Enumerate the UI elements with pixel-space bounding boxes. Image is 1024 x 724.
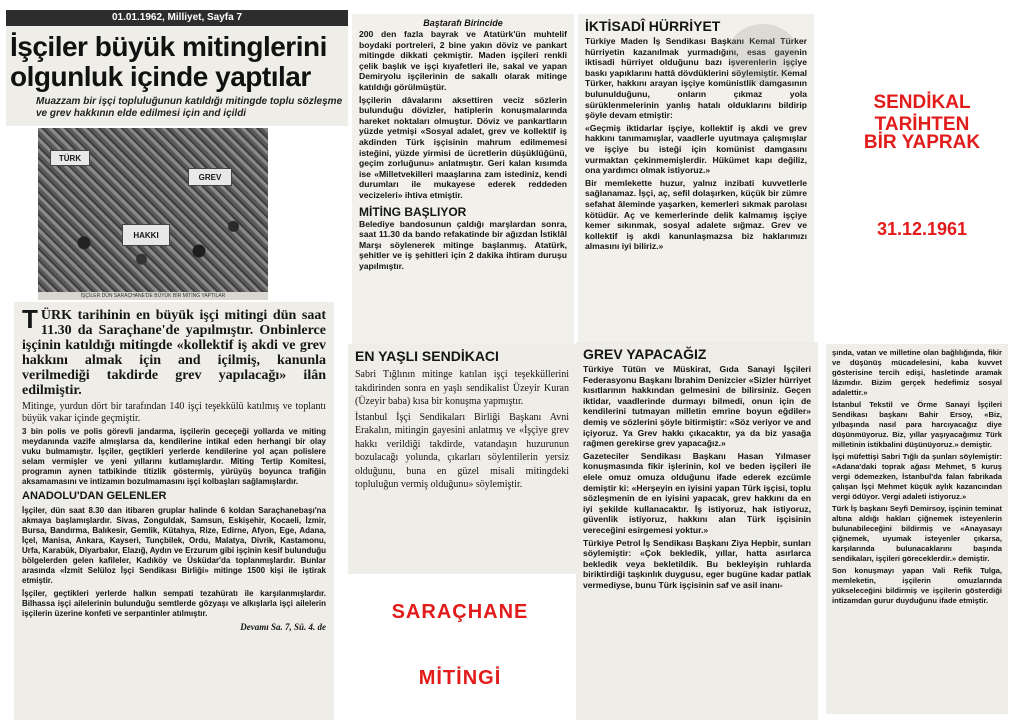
article-paragraph: Sabri Tığlının mitinge katılan işçi teşekküllerini takdirinden sonra en yaşlı sendikalist Üzeyir Kuran (Üzeyir baba) kısa bir konuşma yapmıştır.	[355, 369, 569, 407]
protest-sign: TÜRK	[50, 150, 90, 166]
article-paragraph: Bir memlekette huzur, yalnız inzibati kuvvetlerle sağlanamaz. İşçi, aç, sefil dolaşırken, küçük bir zümre sefahat âleminde yaşarken, kemerleri sıkmak parolası kötüdür. Aç ve kemerlerinde delik kalmamış işçiye kemer sıkınmak, sosyal adalete sığmaz. Grev ve kollektif iş akdi kanunlaşmazsa biz haklarımızı almasını iyi biliriz.»	[585, 177, 807, 252]
article-paragraph: Gazeteciler Sendikası Başkanı Hasan Yılmaser konuşmasında fikir işlerinin, kol ve beden işçileri ile elele omuz omuza olduğunu ifade ederek ezcümle demiştir ki: «Herşeyin en iyisini yapan Türk işçisi, toplu sözleşmenin de en iyisini yapacak, grev hakkını da en iyi şekilde kullanacaktır. İş istiyoruz, hak istiyoruz, güvenlik istiyoruz, hakkını alan Türk işçisinin vereceğini esirgemesi yoktur.»	[583, 450, 811, 535]
story-lead	[22, 304, 326, 398]
article-paragraph: İstanbul Tekstil ve Örme Sanayi İşçileri Sendikası başkanı Bahir Ersoy, «Biz, yılbaşında nasıl para harcıyacağız diye düşünmüyoruz. Biz, yıllar yaşıyacağımız Türk milletinin istikbalini düşünüyoruz.» demiştir.	[832, 400, 1002, 449]
section-heading: EN YAŞLI SENDİKACI	[355, 348, 499, 364]
protest-sign: HAKKI	[122, 224, 170, 246]
strike-clipping	[576, 342, 818, 720]
section-heading: İKTİSADÎ HÜRRİYET	[585, 18, 721, 34]
protest-sign: GREV	[188, 168, 232, 186]
main-story-clipping	[14, 302, 334, 720]
speeches-clipping	[826, 344, 1008, 714]
article-paragraph: 200 den fazla bayrak ve Atatürk'ün muhtelif boydaki portreleri, 2 bine yakın döviz ve pankart mitingde dikkati çekmiştir. Maden işçileri renkli çelik başlık ve işçi kıyafetleri ile, sakal ve yapan Demiryolu işçilerinin de sakallı olarak mitinge katıldığı görülmüştür.	[359, 29, 567, 92]
dateline: 01.01.1962, Milliyet, Sayfa 7	[6, 10, 348, 26]
article-paragraph: Türkiye Petrol İş Sendikası Başkanı Ziya Hepbir, sunları söylemiştir: «Çok bekledik, yıllar, hatta asırlarca bekledik veya bekletildik. Bu bekleyişin ruhlarda biriktirdiği taşkınlık duygusu, eger bugüne kadar patlak vermediyse, bunu Türk işçisinin saf ve asil inanı-	[583, 537, 811, 590]
story-lead-text: ÜRK tarihinin en büyük işçi mitingi dün saat 11.30 da Saraçhane'de yapılmıştır. Onbinlerce işçinin katıldığı mitingde «kollektif iş akdi ve grev hakkını almak için and içilmiş, kanunla verilmediği takdirde grev yapılacağı» ilân edilmiştir.	[22, 308, 326, 398]
article-paragraph: Türkiye Maden İş Sendikası Başkanı Kemal Türker hürriyetin kazanılmak yurmadığını, esas gayenin iktisadi hürriyet olduğunu bazı işverenlerin işçiye baskı yapıklarını hattâ dövdüklerini söylemiştir. Kemal Türker, hakkını arayan işçiye komünistlik damgasının bulunulduğunu, onların çıkmaz yola sürüklenmelerinin yanlış hatalı olduklarını bildirip şöyle devam etmiştir:	[585, 36, 807, 121]
article-paragraph: Türkiye Tütün ve Müskirat, Gıda Sanayi İşçileri Federasyonu Başkanı İbrahim Denizcier «Sizler hürriyet kısıtlarının hakkından gelmesini de bilirsiniz. Geçen iktidar, vaadlerinde durmayı bilmedi, onun için de kendilerini tutmayan milletin emrine boyun eğdiler» demiş ve sözlerini şöyle bitirmiştir: «Söz veriyor ve and içiyoruz. Ya Grev hakkı çıkacaktır, ya da biz yasağa rağmen gerekirse grev yapacağız.»	[583, 364, 811, 449]
photo-caption: İŞÇİLER DÜN SARAÇHANE'DE BÜYÜK BİR MİTİNG YAPTILAR	[38, 292, 268, 300]
story-paragraph: 3 bin polis ve polis görevli jandarma, işçilerin geceçeği yollarda ve miting meydanında vazife almışlarsa da, kendilerine intikal eden herhangi bir olay vuku bulmamıştır. İşçiler, geçtikleri yerlerde kendilerine yol açan polislere selam vermişler ve yeni yıllarını kutlamışlardır. Miting Tertip Komitesi, programın aynen tatbikinde titizlik göstermiş, yürüyüş boyunca trafiğin aksamamasını ve intizamın bozulmamasını işçi kolbaşları sağlamışlardır.	[22, 427, 326, 486]
paper-stain	[728, 24, 798, 84]
story-paragraph: İşçiler, geçtikleri yerlerde halkın sempati tezahüratı ile karşılanmışlardır. Bilhassa işçi ailelerinin bulunduğu semtlerde gözyaşı ve alkışlarla işçi ailelerin işçilerin üzerine konfeti ve serpantinler atılmıştır.	[22, 589, 326, 618]
event-name-line2: MİTİNGİ	[418, 667, 502, 689]
story-paragraph: İşçiler, dün saat 8.30 dan itibaren gruplar halinde 6 koldan Saraçhanebaşı'na akmaya başlamışlardır. Sivas, Zonguldak, Samsun, Eskişehir, Kocaeli, İzmir, Bursa, Bandırma, Balıkesir, Gemlik, Kütahya, Rize, Edirne, Afyon, Ege, Adana, İçel, Manisa, Ankara, Kayseri, Tunçbilek, Ordu, Malatya, Divrik, Kastamonu, Urfa, Karabük, Diyarbakır, Elazığ, Aydın ve Erzurum gibi işçinin kesif bulunduğu bölgelerden gelen kafileler, Kadıköy ve Üsküdar'da toplanmışlardır. Bunlar arasında «İzmit Selüloz İşçi Sendikası Birliği» mitinge 1500 kişi ile iştirak etmiştir.	[22, 506, 326, 585]
headline: İşçiler büyük mitinglerini olgunluk içinde yaptılar	[10, 31, 327, 92]
rally-photo	[38, 128, 268, 300]
headline-clipping	[6, 10, 348, 126]
drop-cap: T	[22, 304, 38, 334]
continued-note: Devamı Sa. 7, Sü. 4. de	[240, 622, 326, 632]
collection-title-line1: SENDİKAL TARİHTEN	[873, 92, 971, 135]
article-paragraph: Türk İş başkanı Seyfi Demirsoy, işçinin teminat altına aldığı hakları çiğnemek isteyenlerin bulunabileceğini bildirmiş ve «Anayasayı çiğnemek, uyumak isteyenler çıkarsa, karşılarında bulunacaklarını başında sendikaları, işçileri göreceklerdir.» demiştir.	[832, 504, 1002, 563]
economic-freedom-clipping	[578, 14, 814, 342]
story-paragraph: Mitinge, yurdun dört bir tarafından 140 işçi teşekkülü katılmış ve toplantı büyük vakar içinde geçmiştir.	[22, 401, 326, 424]
event-date: 31.12.1961	[876, 219, 968, 239]
section-heading: GREV YAPACAĞIZ	[583, 346, 707, 362]
continuation-clipping	[352, 14, 574, 344]
article-paragraph: İşçilerin dâvalarını aksettiren veciz sözlerin bulunduğu dövizler, hatiplerin konuşmalarında hareket noktaları olmuştur. Döviz ve pankartların yüzde yetmişi «Sosyal adalet, grev ve kollektif iş akdinden Türk işçisinin mahrum edilmemesi isteğini, yüzde yirmisi de ücretlerin düşüklüğünü, geçim zorluğunu» anlatmıştır. Geri kalan kısımda ise «Milletvekilleri maaşlarına zam istediniz, kendi durumları ile mukayese ederek reddeden vecizeleri» ihtiva etmiştir.	[359, 94, 567, 200]
headline-subhead: Muazzam bir işçi topluluğunun katıldığı mitingde toplu sözleşme ve grev hakkının elde edilmesi için and içildi	[36, 96, 343, 119]
article-paragraph: «Geçmiş iktidarlar işçiye, kollektif iş akdi ve grev hakkını tanımamışlar, vaadlerle uyutmaya çalışmışlar ve işçiye bu isteği için komünist damgasını vurmaktan çekinmemişlerdir. Hükümet kapı değiliz, ona yardımcı olmak istiyoruz.»	[585, 122, 807, 176]
continued-from: Baştarafı Birincide	[423, 18, 503, 28]
article-paragraph: İstanbul İşçi Sendikaları Birliği Başkanı Avni Erakalın, mitingin gayesini anlatmış ve «İşçiye grev hakkı verildiği takdirde, vatandaşın huzurunun bozulacağı yolunda, çıkarları söylentilerin yersiz olduğunu, buna en güzel misali mitingdeki topluluğun vermiş olduğunu» söylemiştir.	[355, 411, 569, 490]
article-paragraph: şında, vatan ve milletine olan bağlılığında, fikir ve düşünüş mücadelesini, kaba kuvvet gösterisine tercih edişi, hasletinde aramak lâzımdır. Bizim gerçek hedefimiz sosyal adalettir.»	[832, 348, 1002, 397]
section-heading: MİTİNG BAŞLIYOR	[359, 204, 467, 219]
collection-title-line2: BİR YAPRAK	[863, 132, 981, 153]
article-paragraph: Belediye bandosunun çaldığı marşlardan sonra, saat 11.30 da bando refakatinde bir ağızdan İstiklâl Marşı söylenerek mitinge başlanmış. Atatürk, şehitler ve iş şehitleri için 2 dakika ihtiram duruşu yapılmıştır.	[359, 218, 567, 271]
article-paragraph: Son konuşmayı yapan Vali Refik Tulga, memleketin, işçilerin omuzlarında yükseleceğini bildirmiş ve işçilerin gösterdiği intizamdan gurur duyduğunu ifade etmiştir.	[832, 566, 1002, 605]
story-subhead: ANADOLU'DAN GELENLER	[22, 490, 167, 502]
event-name-line1: SARAÇHANE	[391, 601, 529, 623]
article-paragraph: İşçi müfettişi Sabri Tığlı da şunları söylemiştir: «Adana'daki toprak ağası Mehmet, 5 kuruş vergi ödemezken, İstanbul'da falan fabrikada çalışan İşçi Mehmet küçük aylık kazancından vergi ödüyor. Vergi adaleti istiyoruz.»	[832, 452, 1002, 501]
oldest-unionist-clipping	[348, 344, 576, 574]
